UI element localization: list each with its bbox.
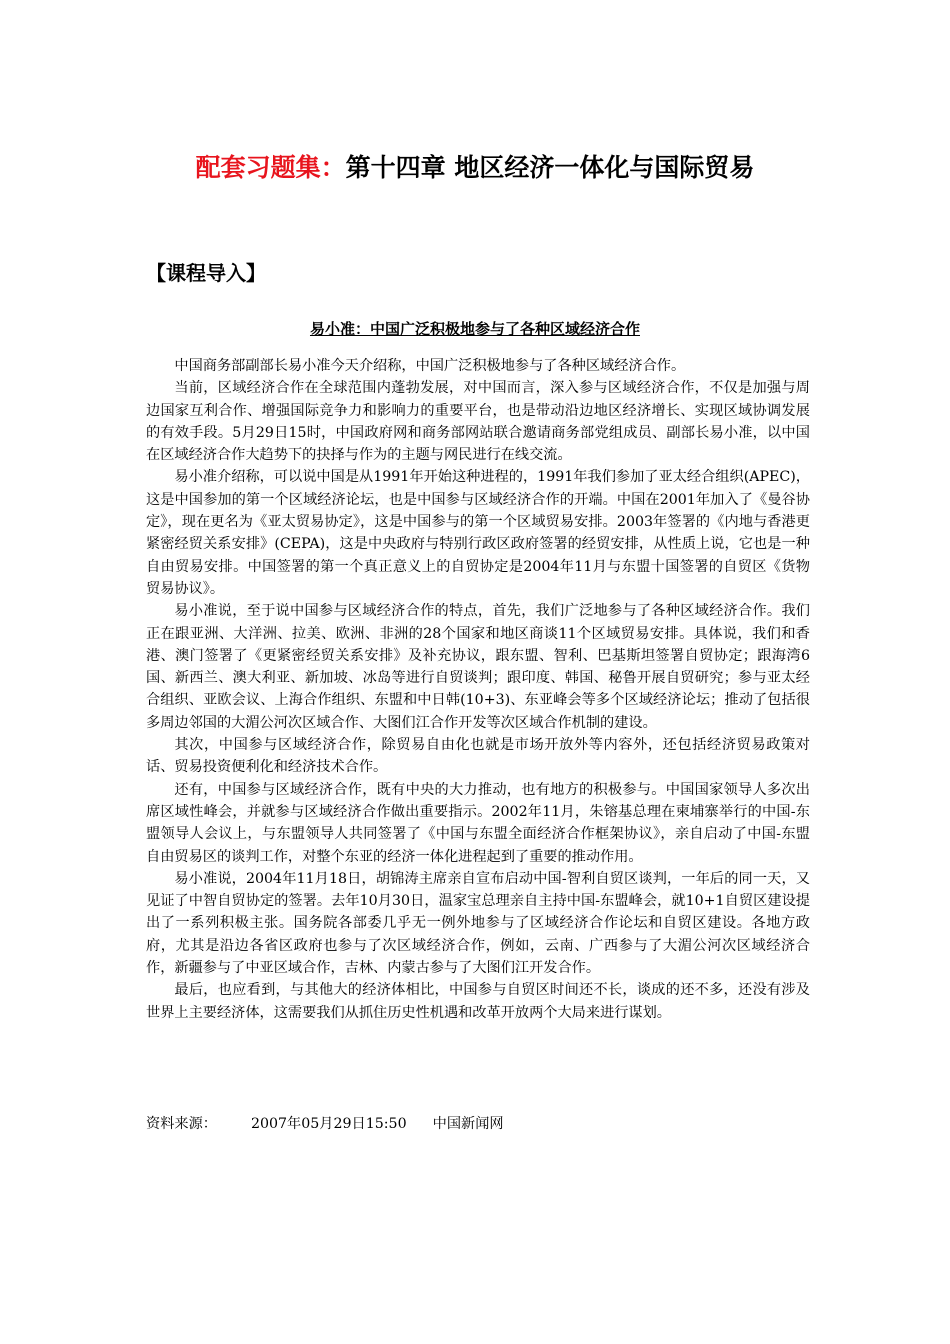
paragraph: 还有，中国参与区域经济合作，既有中央的大力推动，也有地方的积极参与。中国国家领导人多次出席区域性峰会，并就参与区域经济合作做出重要指示。2002年11月，朱镕基总理在柬埔寨举行的中国-东盟领导人会议上，与东盟领导人共同签署了《中国与东盟全面经济合作框架协议》，亲自启动了中国-东盟自由贸易区的谈判工作，对整个东亚的经济一体化进程起到了重要的推动作用。 <box>146 781 810 865</box>
source-label: 资料来源： <box>146 1116 217 1132</box>
title-main: 第十四章 地区经济一体化与国际贸易 <box>345 153 755 182</box>
article-source <box>146 1113 504 1133</box>
paragraph: 当前，区域经济合作在全球范围内蓬勃发展，对中国而言，深入参与区域经济合作，不仅是加强与周边国家互利合作、增强国际竞争力和影响力的重要平台，也是带动沿边地区经济增长、实现区域协调发展的有效手段。5月29日15时，中国政府网和商务部网站联合邀请商务部党组成员、副部长易小准，以中国在区域经济合作大趋势下的抉择与作为的主题与网民进行在线交流。 <box>146 380 810 464</box>
section-heading: 【课程导入】 <box>146 261 266 285</box>
paragraph: 易小准介绍称，可以说中国是从1991年开始这种进程的，1991年我们参加了亚太经合组织(APEC)，这是中国参加的第一个区域经济论坛，也是中国参与区域经济合作的开端。中国在2001年加入了《曼谷协定》，现在更名为《亚太贸易协定》，这是中国参与的第一个区域贸易安排。2003年签署的《内地与香港更紧密经贸关系安排》(CEPA)，这是中央政府与特别行政区政府签署的经贸安排，从性质上说，它也是一种自由贸易安排。中国签署的第一个真正意义上的自贸协定是2004年11月与东盟十国签署的自贸区《货物贸易协议》。 <box>146 469 810 597</box>
paragraph: 易小准说，至于说中国参与区域经济合作的特点，首先，我们广泛地参与了各种区域经济合作。我们正在跟亚洲、大洋洲、拉美、欧洲、非洲的28个国家和地区商谈11个区域贸易安排。具体说，我们和香港、澳门签署了《更紧密经贸关系安排》及补充协议，跟东盟、智利、巴基斯坦签署自贸协定；跟海湾6国、新西兰、澳大利亚、新加坡、冰岛等进行自贸谈判；跟印度、韩国、秘鲁开展自贸研究；参与亚太经合组织、亚欧会议、上海合作组织、东盟和中日韩(10+3)、东亚峰会等多个区域经济论坛；推动了包括很多周边邻国的大湄公河次区域合作、大图们江合作开发等次区域合作机制的建设。 <box>146 603 810 731</box>
page-title <box>0 148 950 184</box>
paragraph: 中国商务部副部长易小准今天介绍称，中国广泛积极地参与了各种区域经济合作。 <box>174 358 686 374</box>
source-datetime: 2007年05月29日15:50 <box>250 1116 407 1132</box>
article-title: 易小准：中国广泛积极地参与了各种区域经济合作 <box>309 320 640 338</box>
article-body <box>146 355 810 1024</box>
paragraph: 易小准说，2004年11月18日，胡锦涛主席亲自宣布启动中国-智利自贸区谈判，一年后的同一天，又见证了中智自贸协定的签署。去年10月30日，温家宝总理亲自主持中国-东盟峰会，就10+1自贸区建设提出了一系列积极主张。国务院各部委几乎无一例外地参与了区域经济合作论坛和自贸区建设。各地方政府，尤其是沿边各省区政府也参与了次区域经济合作，例如，云南、广西参与了大湄公河次区域经济合作，新疆参与了中亚区域合作，吉林、内蒙古参与了大图们江开发合作。 <box>146 870 810 977</box>
paragraph: 最后，也应看到，与其他大的经济体相比，中国参与自贸区时间还不长，谈成的还不多，还没有涉及世界上主要经济体，这需要我们从抓住历史性机遇和改革开放两个大局来进行谋划。 <box>146 982 810 1021</box>
title-prefix: 配套习题集： <box>195 153 346 182</box>
source-outlet: 中国新闻网 <box>432 1116 504 1132</box>
paragraph: 其次，中国参与区域经济合作，除贸易自由化也就是市场开放外等内容外，还包括经济贸易政策对话、贸易投资便利化和经济技术合作。 <box>146 737 810 776</box>
